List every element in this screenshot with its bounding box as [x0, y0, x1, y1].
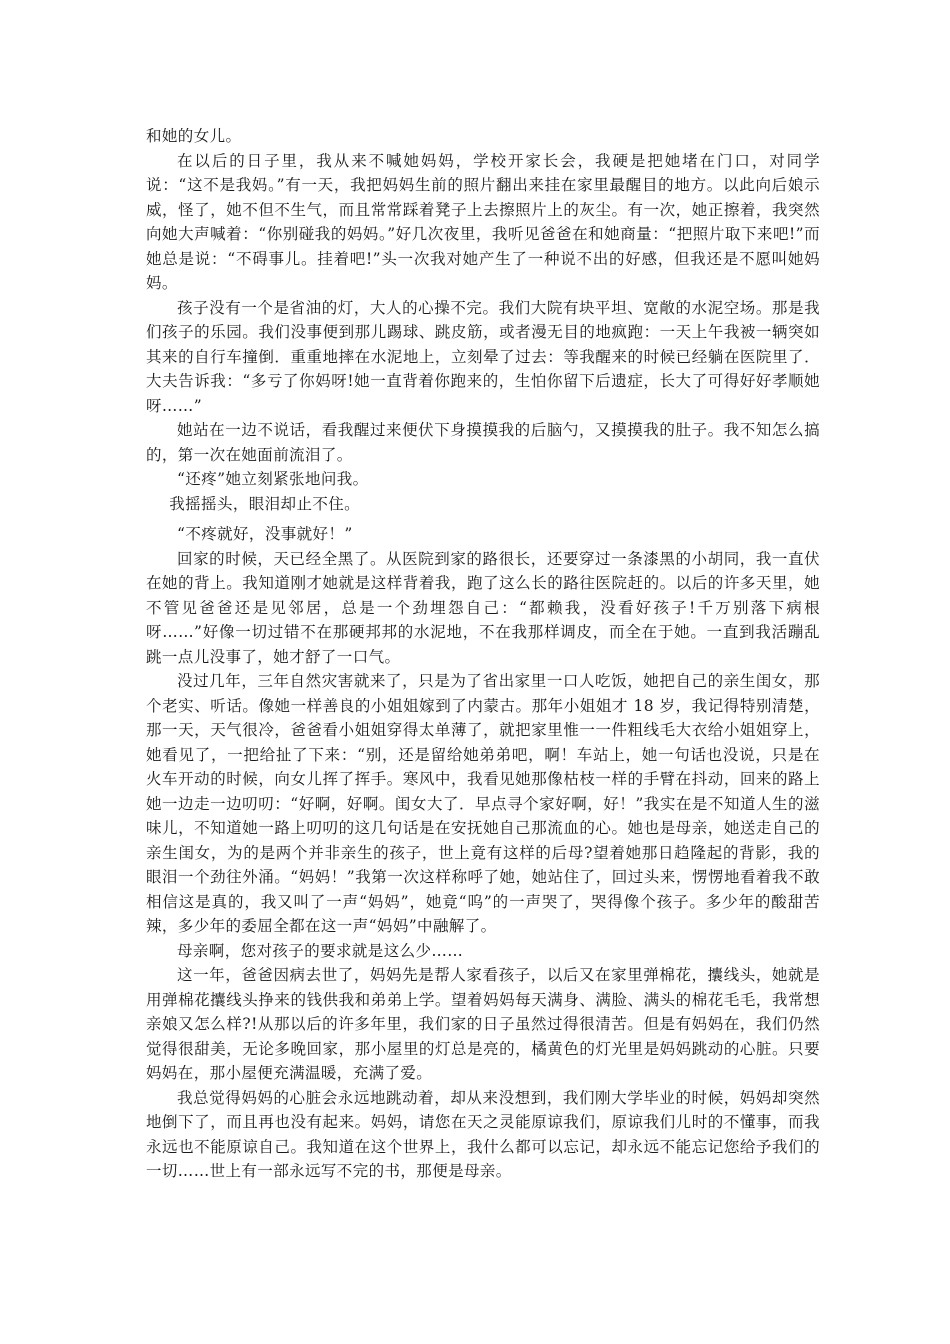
paragraph-photo: 在以后的日子里，我从来不喊她妈妈，学校开家长会，我硬是把她堵在门口，对同学说：“这不是我妈。”有一天，我把妈妈生前的照片翻出来挂在家里最醒目的地方。以此向后娘示威，怪了，她不但不生气，而且常常踩着凳子上去擦照片上的灰尘。有一次，她正擦着，我突然向她大声喊着：“你别碰我的妈妈。”好几次夜里，我听见爸爸在和她商量：“把照片取下来吧!”而她总是说：“不碍事儿。挂着吧!”头一次我对她产生了一种说不出的好感，但我还是不愿叫她妈妈。 — [146, 151, 820, 292]
article-body — [146, 124, 820, 1184]
paragraph-dialogue-shake-head: 我摇摇头，眼泪却止不住。 — [169, 494, 361, 513]
paragraph-mother-exclaim: 母亲啊，您对孩子的要求就是这么少…… — [177, 941, 464, 960]
paragraph-walk-home: 回家的时候，天已经全黑了。从医院到家的路很长，还要穿过一条漆黑的小胡同，我一直伏在她的背上。我知道刚才她就是这样背着我，跑了这么长的路往医院赶的。以后的许多天里，她不管见爸爸还是见邻居，总是一个劲埋怨自己：“都赖我，没看好孩子!千万别落下病根呀……”好像一切过错不在那硬邦邦的水泥地，不在我那样调皮，而全在于她。一直到我活蹦乱跳一点儿没事了，她才舒了一口气。 — [146, 549, 820, 666]
paragraph-accident: 孩子没有一个是省油的灯，大人的心操不完。我们大院有块平坦、宽敞的水泥空场。那是我们孩子的乐园。我们没事便到那儿踢球、跳皮筋，或者漫无目的地疯跑：一天上午我被一辆突如其来的自行车撞倒．重重地摔在水泥地上，立刻晕了过去：等我醒来的时候已经躺在医院里了．大夫告诉我：“多亏了你妈呀!她一直背着你跑来的，生怕你留下后遗症，长大了可得好好孝顺她呀……” — [146, 298, 820, 415]
paragraph-dialogue-question: “还疼”她立刻紧张地问我。 — [177, 470, 369, 488]
paragraph-continuation: 和她的女儿。 — [146, 127, 242, 145]
paragraph-father-death: 这一年，爸爸因病去世了，妈妈先是帮人家看孩子，以后又在家里弹棉花，攮线头，她就是用弹棉花攮线头挣来的钱供我和弟弟上学。望着妈妈每天满身、满脸、满头的棉花毛毛，我常想亲娘又怎么样?!从那以后的许多年里，我们家的日子虽然过得很清苦。但是有妈妈在，我们仍然觉得很甜美，无论多晚回家，那小屋里的灯总是亮的，橘黄色的灯光里是妈妈跳动的心脏。只要妈妈在，那小屋便充满温暖，充满了爱。 — [146, 966, 820, 1082]
paragraph-famine: 没过几年，三年自然灾害就来了，只是为了省出家里一口人吃饭，她把自己的亲生闺女，那个老实、听话。像她一样善良的小姐姐嫁到了内蒙古。那年小姐姐才 18 岁，我记得特别清楚，那一天，天气很冷，爸爸看小姐姐穿得太单薄了，就把家里惟一一件粗线毛大衣给小姐姐穿上，她看见了，一把给扯了下来：“别，还是留给她弟弟吧，啊！车站上，她一句话也没说，只是在火车开动的时候，向女儿挥了挥手。寒风中，我看见她那像枯枝一样的手臂在抖动，回来的路上她一边走一边叨叨：“好啊，好啊。闺女大了．早点寻个家好啊，好！”我实在是不知道人生的滋味儿，不知道她一路上叨叨的这几句话是在安抚她自己那流血的心。她也是母亲，她送走自己的亲生闺女，为的是两个并非亲生的孩子，世上竟有这样的后母?望着她那日趋隆起的背影，我的眼泪一个劲往外涌。“妈妈！”我第一次这样称呼了她，她站住了，回过头来，愣愣地看着我不敢相信这是真的，我又叫了一声“妈妈”，她竟“呜”的一声哭了，哭得像个孩子。多少年的酸甜苦辣，多少年的委屈全都在这一声“妈妈”中融解了。 — [146, 672, 820, 935]
paragraph-ending: 我总觉得妈妈的心脏会永远地跳动着，却从来没想到，我们刚大学毕业的时候，妈妈却突然地倒下了，而且再也没有起来。妈妈，请您在天之灵能原谅我们，原谅我们儿时的不懂事，而我永远也不能原谅自己。我知道在这个世界上，我什么都可以忘记，却永远不能忘记您给予我们的一切……世上有一部永远写不完的书，那便是母亲。 — [146, 1088, 820, 1180]
paragraph-hospital: 她站在一边不说话，看我醒过来便伏下身摸摸我的后脑勺，又摸摸我的肚子。我不知怎么搞的，第一次在她面前流泪了。 — [146, 421, 820, 464]
paragraph-dialogue-reply: “不疼就好，没事就好！” — [177, 525, 353, 543]
